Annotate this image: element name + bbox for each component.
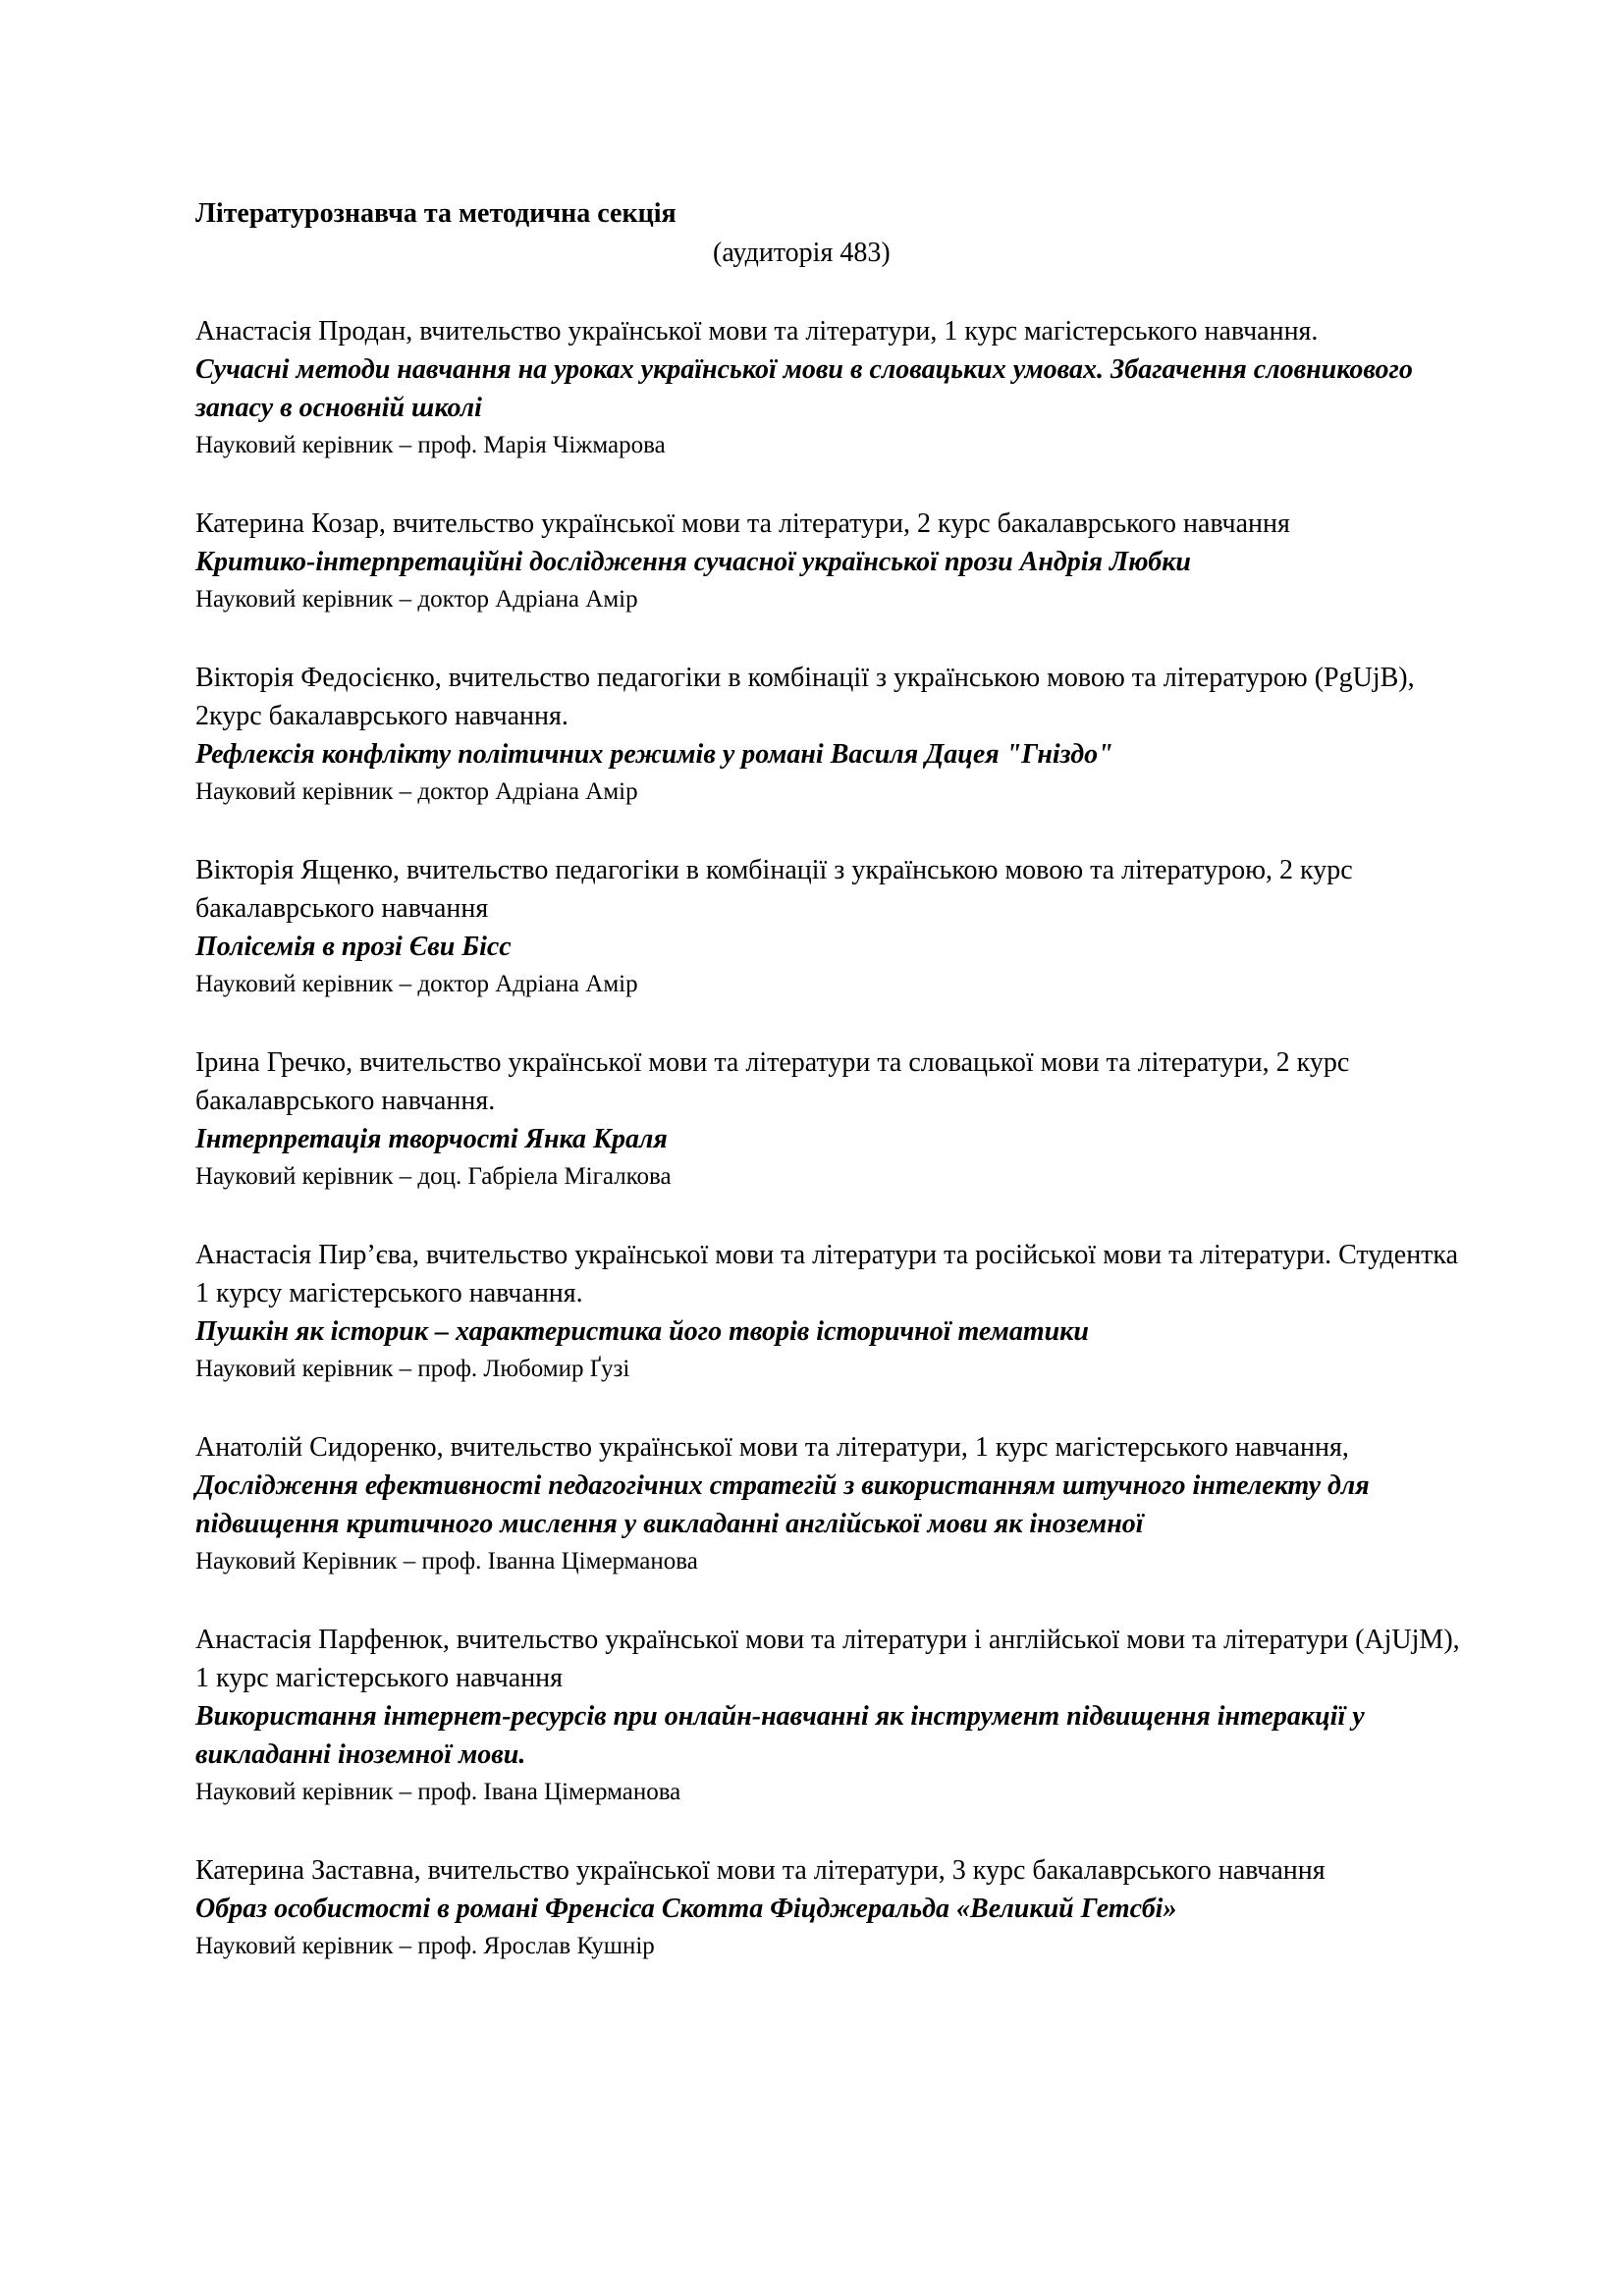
entry-topic: Пушкін як історик – характеристика його творів історичної тематики [195, 1316, 1089, 1347]
section-title: Літературознавча та методична секція [195, 198, 677, 229]
entry-topic: Інтерпретація творчості Янка Краля [195, 1124, 668, 1154]
entry-supervisor: Науковий керівник – доктор Адріана Амір [195, 586, 638, 613]
entry-supervisor: Науковий керівник – доктор Адріана Амір [195, 971, 638, 997]
entry-author: Анастасія Пир’єва, вчительство української мови та літератури та російської мови та літератури. Студентка 1 курсу магістерського навчання. [195, 1240, 1459, 1308]
entry [195, 1236, 1472, 1387]
entry-author: Ірина Гречко, вчительство української мови та літератури та словацької мови та літератури, 2 курс бакалаврського навчання. [195, 1047, 1350, 1116]
entry-list [195, 312, 1472, 1964]
entry-topic: Сучасні методи навчання на уроках української мови в словацьких умовах. Збагачення словникового запасу в основній школі [195, 354, 1413, 423]
document-page [195, 194, 1472, 2005]
entry-topic: Критико-інтерпретаційні дослідження сучасної української прози Андрія Любки [195, 547, 1191, 577]
entry-author: Катерина Заставна, вчительство української мови та літератури, 3 курс бакалаврського навчання [195, 1855, 1326, 1886]
entry-author: Анатолій Сидоренко, вчительство української мови та літератури, 1 курс магістерського навчання, [195, 1432, 1349, 1463]
entry [195, 1621, 1472, 1810]
entry-author: Анастасія Продан, вчительство української мови та літератури, 1 курс магістерського навчання. [195, 316, 1319, 347]
entry-topic: Рефлексія конфлікту політичних режимів у романі Василя Дацея "Гніздо" [195, 739, 1113, 770]
entry [195, 312, 1472, 463]
entry-topic: Дослідження ефективності педагогічних стратегій з використанням штучного інтелекту для підвищення критичного мислення у викладанні англійської мови як іноземної [195, 1470, 1370, 1539]
entry [195, 659, 1472, 810]
entry-supervisor: Науковий Керівник – проф. Іванна Цімерманова [195, 1548, 698, 1575]
entry-author: Вікторія Ященко, вчительство педагогіки в комбінації з українською мовою та літературою, 2 курс бакалаврського навчання [195, 855, 1353, 924]
entry-supervisor: Науковий керівник – проф. Марія Чіжмарова [195, 432, 666, 458]
entry-supervisor: Науковий керівник – проф. Любомир Ґузі [195, 1356, 630, 1382]
entry [195, 1851, 1472, 1964]
entry-topic: Використання інтернет-ресурсів при онлайн-навчанні як інструмент підвищення інтеракції у викладанні іноземної мови. [195, 1701, 1365, 1770]
entry [195, 851, 1472, 1002]
entry-supervisor: Науковий керівник – доц. Габріела Мігалкова [195, 1163, 672, 1190]
entry-supervisor: Науковий керівник – проф. Ярослав Кушнір [195, 1933, 655, 1959]
entry [195, 1428, 1472, 1579]
entry-author: Вікторія Федосієнко, вчительство педагогіки в комбінації з українською мовою та літературою (PgUjB), 2курс бакалаврського навчання. [195, 663, 1415, 731]
entry-supervisor: Науковий керівник – доктор Адріана Амір [195, 778, 638, 805]
entry [195, 505, 1472, 617]
room-label: (аудиторія 483) [713, 238, 891, 268]
entry-author: Катерина Козар, вчительство української мови та літератури, 2 курс бакалаврського навчання [195, 508, 1290, 539]
entry-topic: Полісемія в прозі Єви Бісс [195, 932, 512, 962]
entry [195, 1043, 1472, 1195]
entry-author: Анастасія Парфенюк, вчительство української мови та літератури і англійської мови та літератури (AjUjM), 1 курс магістерського навчання [195, 1625, 1460, 1693]
entry-topic: Образ особистості в романі Френсіса Скотта Фіцджеральда «Великий Гетсбі» [195, 1894, 1177, 1924]
entry-supervisor: Науковий керівник – проф. Івана Цімерманова [195, 1779, 681, 1805]
